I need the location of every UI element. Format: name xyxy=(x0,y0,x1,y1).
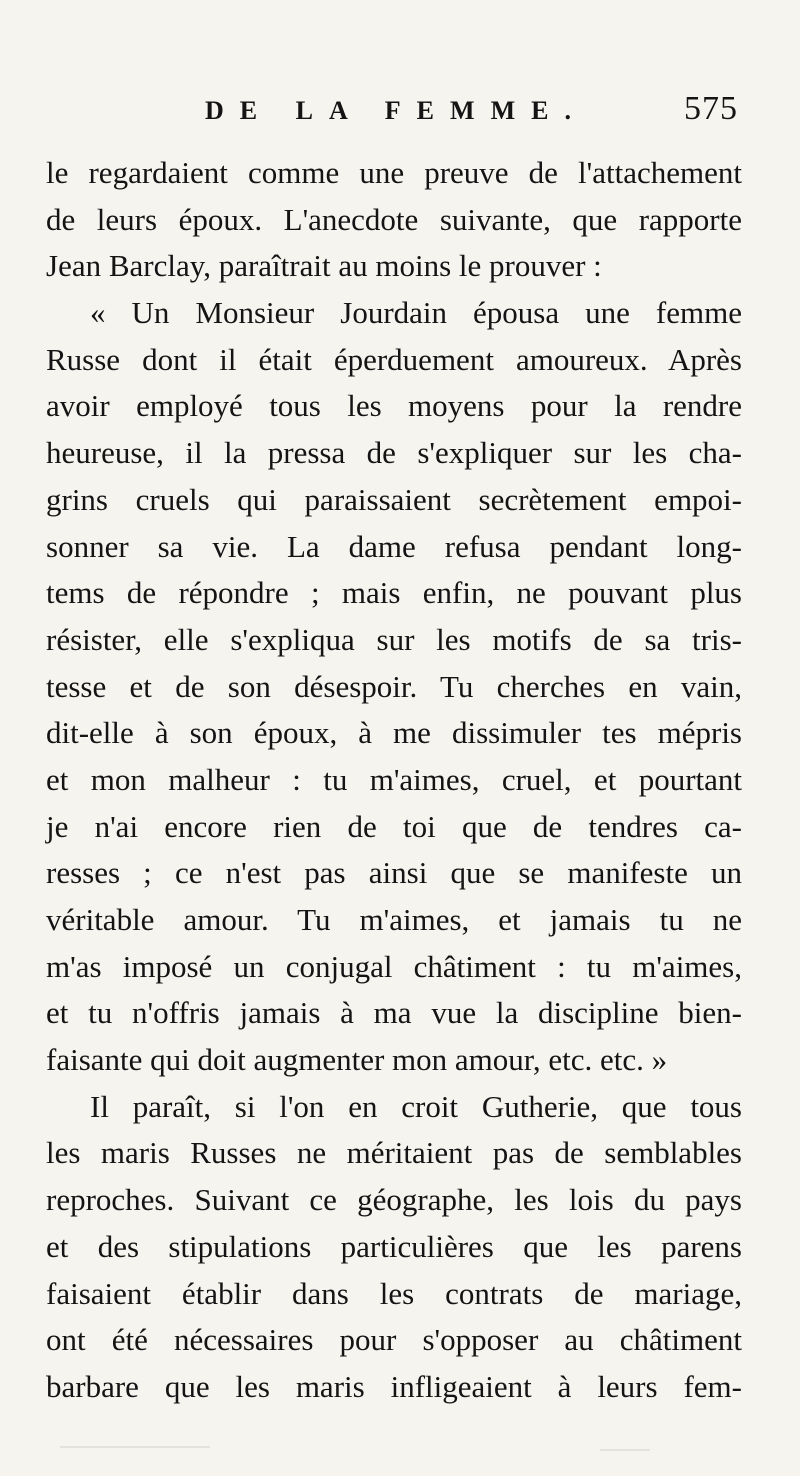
text-line: Russe dont il était éperduement amoureux. Après xyxy=(46,341,742,377)
page-header xyxy=(0,92,800,132)
text-line: tems de répondre ; mais enfin, ne pouvant plus xyxy=(46,575,742,611)
text-line: résister, elle s'expliqua sur les motifs de sa tris- xyxy=(46,621,742,657)
text-line: resses ; ce n'est pas ainsi que se manifeste un xyxy=(46,855,742,891)
text-line: Il paraît, si l'on en croit Gutherie, que tous xyxy=(90,1088,742,1124)
text-line: et mon malheur : tu m'aimes, cruel, et pourtant xyxy=(46,761,742,797)
page-number: 575 xyxy=(684,90,738,127)
text-line: « Un Monsieur Jourdain épousa une femme xyxy=(90,295,742,331)
text-line: tesse et de son désespoir. Tu cherches en vain, xyxy=(46,668,742,704)
text-line: grins cruels qui paraissaient secrètement empoi- xyxy=(46,481,742,517)
body-text xyxy=(46,150,742,1411)
text-line: et des stipulations particulières que les parens xyxy=(46,1228,742,1264)
text-line: reproches. Suivant ce géographe, les lois du pays xyxy=(46,1182,742,1218)
text-line: de leurs époux. L'anecdote suivante, que rapporte xyxy=(46,201,742,237)
text-line: m'as imposé un conjugal châtiment : tu m'aimes, xyxy=(46,948,742,984)
text-line: sonner sa vie. La dame refusa pendant long- xyxy=(46,528,742,564)
text-line: ont été nécessaires pour s'opposer au châtiment xyxy=(46,1322,742,1358)
running-head: DE LA FEMME. xyxy=(205,96,587,125)
text-line: dit-elle à son époux, à me dissimuler tes mépris xyxy=(46,715,742,751)
text-line: les maris Russes ne méritaient pas de semblables xyxy=(46,1135,742,1171)
text-line: heureuse, il la pressa de s'expliquer sur les cha- xyxy=(46,435,742,471)
text-line: véritable amour. Tu m'aimes, et jamais tu ne xyxy=(46,902,742,937)
text-line: je n'ai encore rien de toi que de tendres ca- xyxy=(46,808,742,844)
text-line: Jean Barclay, paraîtrait au moins le prouver : xyxy=(46,248,602,284)
text-line: faisante qui doit augmenter mon amour, etc. etc. » xyxy=(46,1042,668,1078)
text-line: et tu n'offris jamais à ma vue la discipline bien- xyxy=(46,995,742,1031)
text-line: avoir employé tous les moyens pour la rendre xyxy=(46,388,742,424)
text-line: le regardaient comme une preuve de l'attachement xyxy=(46,155,742,190)
text-line: barbare que les maris infligeaient à leurs fem- xyxy=(46,1368,742,1404)
text-line: faisaient établir dans les contrats de mariage, xyxy=(46,1275,742,1311)
